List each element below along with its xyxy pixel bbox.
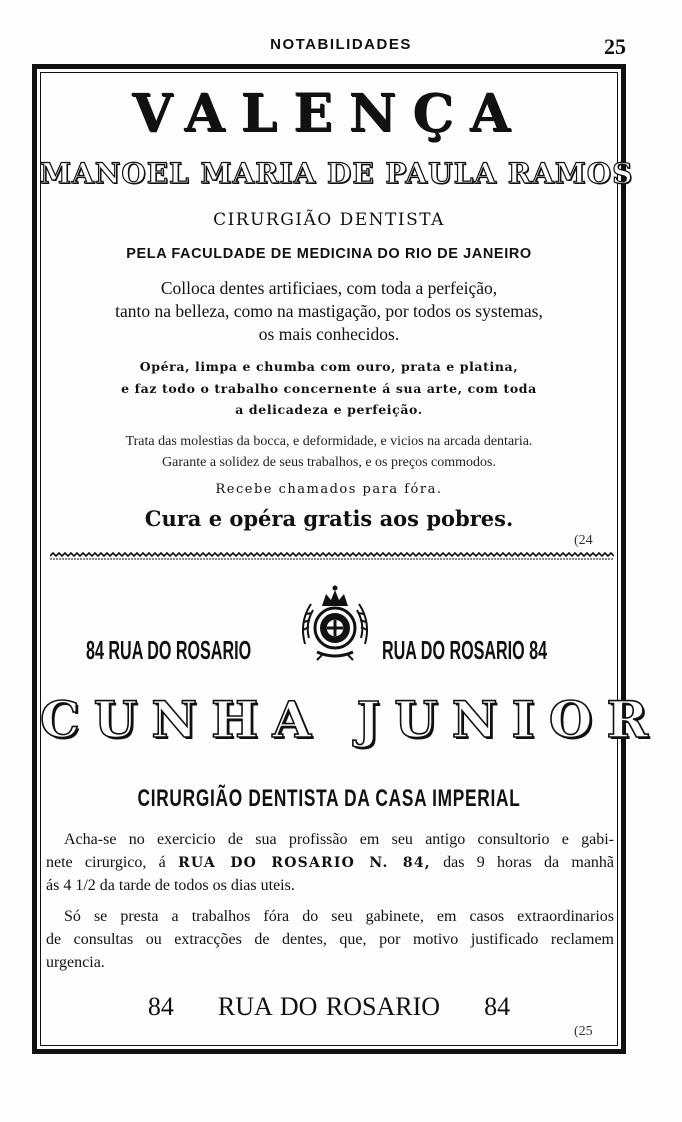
- ad2-address-left: 84 RUA DO ROSARIO: [86, 635, 252, 665]
- ad1-faculty: PELA FACULDADE DE MEDICINA DO RIO DE JANEIRO: [126, 246, 532, 262]
- ad2-profession: CIRURGIÃO DENTISTA DA CASA IMPERIAL: [137, 785, 521, 812]
- ad2-strong-address: RUA DO ROSARIO N. 84,: [178, 855, 431, 871]
- ad1-profession: CIRURGIÃO DENTISTA: [213, 210, 445, 230]
- ad2-code: (25: [574, 1024, 593, 1039]
- ad2-paragraph-line: ás 4 1/2 da tarde de todos os dias uteis.: [46, 877, 295, 894]
- ad1-free: Cura e opéra gratis aos pobres.: [144, 506, 514, 531]
- ad2-paragraph-line: Acha-se no exercicio de sua profissão em seu antigo consultorio e gabi-: [64, 831, 614, 848]
- ad1-title: VALENÇA: [131, 83, 527, 144]
- ad2-text-fragment: das 9 horas da manhã: [443, 854, 615, 871]
- ad1-small-line: Trata das molestias da bocca, e deformidade, e vicios na arcada dentaria.: [125, 434, 533, 449]
- address-number: 84: [147, 992, 174, 1021]
- ad2-name: CUNHA JUNIOR: [40, 690, 663, 749]
- running-title: NOTABILIDADES: [270, 36, 412, 53]
- ad1-text-line: Colloca dentes artificiaes, com toda a perfeição,: [160, 278, 498, 298]
- ornamental-divider: [50, 552, 614, 560]
- running-head: [0, 34, 682, 59]
- ad2-address-right: RUA DO ROSARIO 84: [382, 635, 548, 665]
- ad2-paragraph-line: Só se presta a trabalhos fóra do seu gabinete, em casos extraordinarios: [64, 908, 614, 925]
- ad1-code: (24: [574, 533, 593, 548]
- ad1-name: MANOEL MARIA DE PAULA RAMOS: [40, 157, 634, 190]
- ad1-calls: Recebe chamados para fóra.: [215, 482, 443, 497]
- page-number: 25: [604, 34, 626, 59]
- address-number: 84: [484, 992, 511, 1021]
- ad1-bold-line: a delicadeza e perfeição.: [235, 402, 423, 417]
- ad2-paragraph-line: urgencia.: [46, 954, 105, 971]
- ad1-bold-line: e faz todo o trabalho concernente á sua arte, com toda: [121, 381, 537, 396]
- ad1-small-line: Garante a solidez de seus trabalhos, e os preços commodos.: [162, 455, 496, 470]
- ad2-bottom-address: [40, 992, 618, 1022]
- ad1-text-line: os mais conhecidos.: [258, 324, 400, 344]
- imperial-coat-of-arms-icon: [295, 584, 375, 664]
- ad2-text-fragment: nete cirurgico, á: [46, 854, 166, 871]
- ad2-paragraph-line: de consultas ou extracções de dentes, que, por motivo justificado reclamem: [46, 931, 614, 948]
- ad1-text-line: tanto na belleza, como na mastigação, por todos os systemas,: [115, 301, 543, 321]
- address-street: RUA DO ROSARIO: [217, 992, 441, 1021]
- ad1-bold-line: Opéra, limpa e chumba com ouro, prata e platina,: [139, 359, 519, 374]
- ad2-paragraph-line: [46, 851, 614, 875]
